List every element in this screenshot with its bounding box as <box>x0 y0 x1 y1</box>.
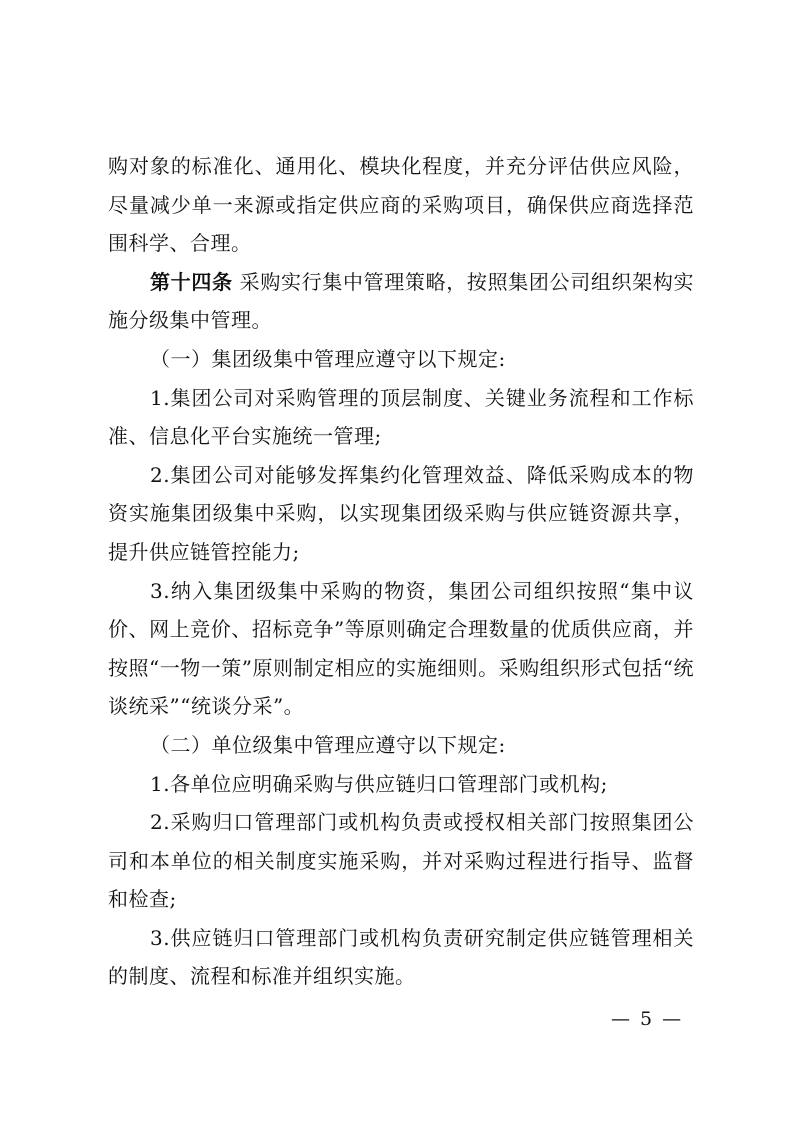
body-paragraph <box>108 147 694 263</box>
section-heading <box>108 726 694 765</box>
paragraph-text: 1.各单位应明确采购与供应链归口管理部门或机构; <box>150 771 608 796</box>
page-number: — 5 — <box>611 1008 684 1030</box>
list-item <box>108 456 694 572</box>
paragraph-text: 1.集团公司对采购管理的顶层制度、关键业务流程和工作标准、信息化平台实施统一管理; <box>108 385 694 449</box>
document-body <box>108 147 694 996</box>
list-item <box>108 572 694 726</box>
list-item <box>108 919 694 996</box>
paragraph-text: 3.供应链归口管理部门或机构负责研究制定供应链管理相关的制度、流程和标准并组织实施。 <box>108 925 694 989</box>
list-item <box>108 379 694 456</box>
paragraph-text: 2.采购归口管理部门或机构负责或授权相关部门按照集团公司和本单位的相关制度实施采购，并对采购过程进行指导、监督和检查; <box>108 810 694 912</box>
paragraph-text: 购对象的标准化、通用化、模块化程度，并充分评估供应风险，尽量减少单一来源或指定供应商的采购项目，确保供应商选择范围科学、合理。 <box>108 154 694 256</box>
section-heading <box>108 340 694 379</box>
paragraph-text: 采购实行集中管理策略，按照集团公司组织架构实施分级集中管理。 <box>108 269 695 333</box>
article-paragraph <box>108 263 694 340</box>
list-item <box>108 765 694 804</box>
paragraph-text: 2.集团公司对能够发挥集约化管理效益、降低采购成本的物资实施集团级集中采购，以实现集团级采购与供应链资源共享，提升供应链管控能力; <box>108 462 694 564</box>
list-item <box>108 803 694 919</box>
paragraph-text: 3.纳入集团级集中采购的物资，集团公司组织按照“集中议价、网上竞价、招标竞争”等原则确定合理数量的优质供应商，并按照“一物一策”原则制定相应的实施细则。采购组织形式包括“统谈统采”“统谈分采”。 <box>108 578 694 719</box>
paragraph-text: （一）集团级集中管理应遵守以下规定: <box>150 346 506 371</box>
paragraph-text: （二）单位级集中管理应遵守以下规定: <box>150 732 506 757</box>
article-number: 第十四条 <box>150 269 233 294</box>
